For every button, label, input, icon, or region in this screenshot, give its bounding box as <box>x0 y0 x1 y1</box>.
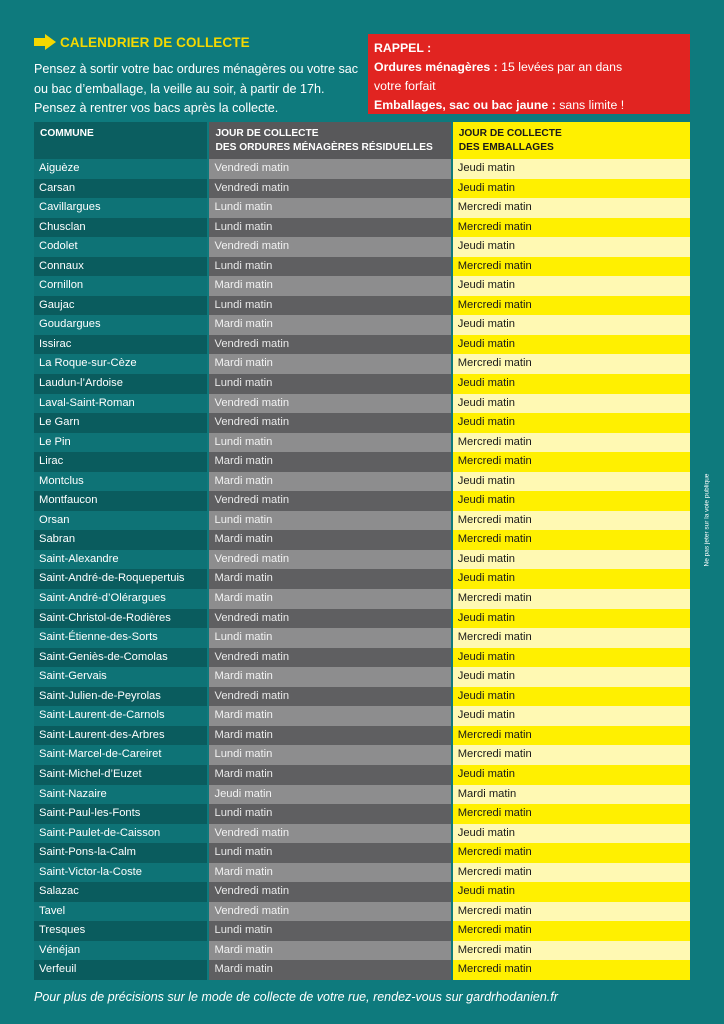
packaging-day-cell: Mercredi matin <box>453 452 690 472</box>
household-waste-day-cell: Vendredi matin <box>209 648 450 668</box>
household-waste-day-cell: Vendredi matin <box>209 335 450 355</box>
table-row <box>34 648 690 668</box>
packaging-day-cell: Jeudi matin <box>453 335 690 355</box>
household-waste-day-cell: Lundi matin <box>209 921 450 941</box>
household-waste-day-cell: Vendredi matin <box>209 413 450 433</box>
table-row <box>34 530 690 550</box>
table-row <box>34 335 690 355</box>
household-waste-day-cell: Lundi matin <box>209 198 450 218</box>
packaging-day-cell: Mercredi matin <box>453 257 690 277</box>
packaging-day-cell: Mercredi matin <box>453 960 690 980</box>
packaging-day-cell: Mercredi matin <box>453 745 690 765</box>
table-row <box>34 609 690 629</box>
commune-cell: Saint-Paul-les-Fonts <box>34 804 207 824</box>
table-row <box>34 745 690 765</box>
commune-cell: Salazac <box>34 882 207 902</box>
household-waste-day-cell: Lundi matin <box>209 628 450 648</box>
packaging-day-cell: Jeudi matin <box>453 882 690 902</box>
table-row <box>34 785 690 805</box>
commune-cell: Connaux <box>34 257 207 277</box>
commune-cell: Saint-Étienne-des-Sorts <box>34 628 207 648</box>
household-waste-day-cell: Lundi matin <box>209 374 450 394</box>
commune-cell: Carsan <box>34 179 207 199</box>
packaging-day-cell: Mercredi matin <box>453 902 690 922</box>
commune-cell: Gaujac <box>34 296 207 316</box>
rappel-emb-label: Emballages, sac ou bac jaune : <box>374 98 556 112</box>
packaging-day-cell: Mercredi matin <box>453 198 690 218</box>
table-row <box>34 726 690 746</box>
table-row <box>34 394 690 414</box>
commune-cell: Cornillon <box>34 276 207 296</box>
table-row <box>34 452 690 472</box>
commune-cell: Cavillargues <box>34 198 207 218</box>
household-waste-day-cell: Vendredi matin <box>209 159 450 179</box>
rappel-title: RAPPEL : <box>374 41 432 55</box>
commune-cell: Saint-Geniès-de-Comolas <box>34 648 207 668</box>
commune-cell: Lirac <box>34 452 207 472</box>
commune-cell: Saint-André-de-Roquepertuis <box>34 569 207 589</box>
packaging-day-cell: Jeudi matin <box>453 569 690 589</box>
packaging-day-cell: Mercredi matin <box>453 804 690 824</box>
commune-cell: Montfaucon <box>34 491 207 511</box>
commune-cell: Saint-Christol-de-Rodières <box>34 609 207 629</box>
packaging-day-cell: Mercredi matin <box>453 511 690 531</box>
commune-cell: Saint-Alexandre <box>34 550 207 570</box>
side-note: Ne pas jeter sur la voie publique <box>703 473 711 567</box>
household-waste-day-cell: Vendredi matin <box>209 687 450 707</box>
household-waste-day-cell: Lundi matin <box>209 745 450 765</box>
commune-cell: Le Pin <box>34 433 207 453</box>
commune-cell: Le Garn <box>34 413 207 433</box>
commune-cell: Orsan <box>34 511 207 531</box>
commune-cell: Issirac <box>34 335 207 355</box>
household-waste-day-cell: Mardi matin <box>209 530 450 550</box>
rappel-box <box>368 34 690 114</box>
household-waste-day-cell: Lundi matin <box>209 218 450 238</box>
household-waste-day-cell: Mardi matin <box>209 960 450 980</box>
packaging-day-cell: Jeudi matin <box>453 667 690 687</box>
table-row <box>34 765 690 785</box>
household-waste-day-cell: Lundi matin <box>209 433 450 453</box>
packaging-day-cell: Jeudi matin <box>453 159 690 179</box>
household-waste-day-cell: Lundi matin <box>209 843 450 863</box>
household-waste-day-cell: Mardi matin <box>209 726 450 746</box>
table-row <box>34 276 690 296</box>
household-waste-day-cell: Vendredi matin <box>209 609 450 629</box>
table-row <box>34 315 690 335</box>
commune-cell: Codolet <box>34 237 207 257</box>
packaging-day-cell: Mercredi matin <box>453 628 690 648</box>
table-row <box>34 472 690 492</box>
packaging-day-cell: Jeudi matin <box>453 237 690 257</box>
table-row <box>34 296 690 316</box>
household-waste-day-cell: Vendredi matin <box>209 824 450 844</box>
packaging-day-cell: Mardi matin <box>453 785 690 805</box>
commune-cell: Aiguèze <box>34 159 207 179</box>
table-header <box>34 122 690 159</box>
table-row <box>34 413 690 433</box>
packaging-day-cell: Mercredi matin <box>453 589 690 609</box>
table-row <box>34 628 690 648</box>
household-waste-day-cell: Mardi matin <box>209 276 450 296</box>
household-waste-day-cell: Mardi matin <box>209 667 450 687</box>
household-waste-day-cell: Lundi matin <box>209 511 450 531</box>
table-row <box>34 374 690 394</box>
collection-table <box>34 122 690 980</box>
arrow-right-icon <box>34 34 56 50</box>
household-waste-day-cell: Mardi matin <box>209 472 450 492</box>
table-row <box>34 237 690 257</box>
packaging-day-cell: Jeudi matin <box>453 765 690 785</box>
packaging-day-cell: Jeudi matin <box>453 413 690 433</box>
commune-cell: Chusclan <box>34 218 207 238</box>
household-waste-day-cell: Mardi matin <box>209 589 450 609</box>
table-row <box>34 198 690 218</box>
header-commune: COMMUNE <box>34 122 207 159</box>
intro-text <box>34 60 364 119</box>
table-row <box>34 804 690 824</box>
commune-cell: Laudun-l’Ardoise <box>34 374 207 394</box>
intro-block <box>34 32 364 119</box>
household-waste-day-cell: Mardi matin <box>209 452 450 472</box>
table-row <box>34 882 690 902</box>
household-waste-day-cell: Vendredi matin <box>209 394 450 414</box>
table-row <box>34 706 690 726</box>
packaging-day-cell: Jeudi matin <box>453 609 690 629</box>
table-row <box>34 218 690 238</box>
packaging-day-cell: Jeudi matin <box>453 276 690 296</box>
table-row <box>34 550 690 570</box>
table-row <box>34 491 690 511</box>
household-waste-day-cell: Lundi matin <box>209 296 450 316</box>
packaging-day-cell: Jeudi matin <box>453 179 690 199</box>
commune-cell: Tresques <box>34 921 207 941</box>
household-waste-day-cell: Vendredi matin <box>209 902 450 922</box>
household-waste-day-cell: Mardi matin <box>209 941 450 961</box>
commune-cell: Saint-Victor-la-Coste <box>34 863 207 883</box>
commune-cell: Laval-Saint-Roman <box>34 394 207 414</box>
packaging-day-cell: Mercredi matin <box>453 863 690 883</box>
packaging-day-cell: Jeudi matin <box>453 648 690 668</box>
header-packaging: JOUR DE COLLECTE DES EMBALLAGES <box>453 122 690 159</box>
household-waste-day-cell: Vendredi matin <box>209 491 450 511</box>
rappel-om-text: 15 levées par an dans <box>497 60 623 74</box>
commune-cell: Saint-Gervais <box>34 667 207 687</box>
packaging-day-cell: Jeudi matin <box>453 491 690 511</box>
packaging-day-cell: Jeudi matin <box>453 706 690 726</box>
household-waste-day-cell: Lundi matin <box>209 804 450 824</box>
commune-cell: Sabran <box>34 530 207 550</box>
household-waste-day-cell: Mardi matin <box>209 765 450 785</box>
packaging-day-cell: Jeudi matin <box>453 472 690 492</box>
commune-cell: Saint-Pons-la-Calm <box>34 843 207 863</box>
table-row <box>34 159 690 179</box>
page-title: CALENDRIER DE COLLECTE <box>60 34 250 50</box>
packaging-day-cell: Jeudi matin <box>453 394 690 414</box>
table-body <box>34 159 690 980</box>
commune-cell: Goudargues <box>34 315 207 335</box>
intro-line: Pensez à rentrer vos bacs après la collecte. <box>34 101 279 115</box>
packaging-day-cell: Mercredi matin <box>453 218 690 238</box>
household-waste-day-cell: Mardi matin <box>209 706 450 726</box>
packaging-day-cell: Jeudi matin <box>453 824 690 844</box>
commune-cell: Saint-Paulet-de-Caisson <box>34 824 207 844</box>
commune-cell: Saint-Julien-de-Peyrolas <box>34 687 207 707</box>
rappel-om-label: Ordures ménagères : <box>374 60 498 74</box>
table-row <box>34 511 690 531</box>
table-row <box>34 433 690 453</box>
table-row <box>34 941 690 961</box>
commune-cell: Vénéjan <box>34 941 207 961</box>
commune-cell: Saint-André-d’Olérargues <box>34 589 207 609</box>
commune-cell: La Roque-sur-Cèze <box>34 354 207 374</box>
household-waste-day-cell: Jeudi matin <box>209 785 450 805</box>
household-waste-day-cell: Vendredi matin <box>209 550 450 570</box>
household-waste-day-cell: Mardi matin <box>209 569 450 589</box>
table-row <box>34 902 690 922</box>
packaging-day-cell: Jeudi matin <box>453 550 690 570</box>
packaging-day-cell: Mercredi matin <box>453 296 690 316</box>
table-row <box>34 687 690 707</box>
commune-cell: Saint-Marcel-de-Careiret <box>34 745 207 765</box>
packaging-day-cell: Jeudi matin <box>453 374 690 394</box>
household-waste-day-cell: Mardi matin <box>209 863 450 883</box>
commune-cell: Montclus <box>34 472 207 492</box>
household-waste-day-cell: Vendredi matin <box>209 237 450 257</box>
table-row <box>34 354 690 374</box>
commune-cell: Tavel <box>34 902 207 922</box>
footer-note: Pour plus de précisions sur le mode de collecte de votre rue, rendez-vous sur gardrhodanien.fr <box>34 990 558 1004</box>
table-row <box>34 843 690 863</box>
packaging-day-cell: Mercredi matin <box>453 530 690 550</box>
table-row <box>34 863 690 883</box>
packaging-day-cell: Jeudi matin <box>453 315 690 335</box>
household-waste-day-cell: Vendredi matin <box>209 882 450 902</box>
household-waste-day-cell: Mardi matin <box>209 315 450 335</box>
packaging-day-cell: Mercredi matin <box>453 726 690 746</box>
packaging-day-cell: Mercredi matin <box>453 941 690 961</box>
packaging-day-cell: Mercredi matin <box>453 354 690 374</box>
household-waste-day-cell: Vendredi matin <box>209 179 450 199</box>
commune-cell: Saint-Nazaire <box>34 785 207 805</box>
rappel-om-text-2: votre forfait <box>374 79 436 93</box>
intro-line: ou bac d’emballage, la veille au soir, à partir de 17h. <box>34 81 325 96</box>
table-row <box>34 569 690 589</box>
household-waste-day-cell: Mardi matin <box>209 354 450 374</box>
commune-cell: Saint-Laurent-des-Arbres <box>34 726 207 746</box>
intro-line: Pensez à sortir votre bac ordures ménagères ou votre sac <box>34 62 359 76</box>
commune-cell: Verfeuil <box>34 960 207 980</box>
rappel-emb-text: sans limite ! <box>555 98 625 112</box>
table-row <box>34 960 690 980</box>
table-row <box>34 179 690 199</box>
commune-cell: Saint-Michel-d’Euzet <box>34 765 207 785</box>
table-row <box>34 824 690 844</box>
header-household-waste: JOUR DE COLLECTE DES ORDURES MÉNAGÈRES RÉSIDUELLES <box>209 122 450 159</box>
packaging-day-cell: Mercredi matin <box>453 433 690 453</box>
packaging-day-cell: Mercredi matin <box>453 921 690 941</box>
table-row <box>34 257 690 277</box>
table-row <box>34 589 690 609</box>
table-row <box>34 667 690 687</box>
commune-cell: Saint-Laurent-de-Carnols <box>34 706 207 726</box>
title-row <box>34 32 364 52</box>
table-row <box>34 921 690 941</box>
household-waste-day-cell: Lundi matin <box>209 257 450 277</box>
packaging-day-cell: Jeudi matin <box>453 687 690 707</box>
packaging-day-cell: Mercredi matin <box>453 843 690 863</box>
